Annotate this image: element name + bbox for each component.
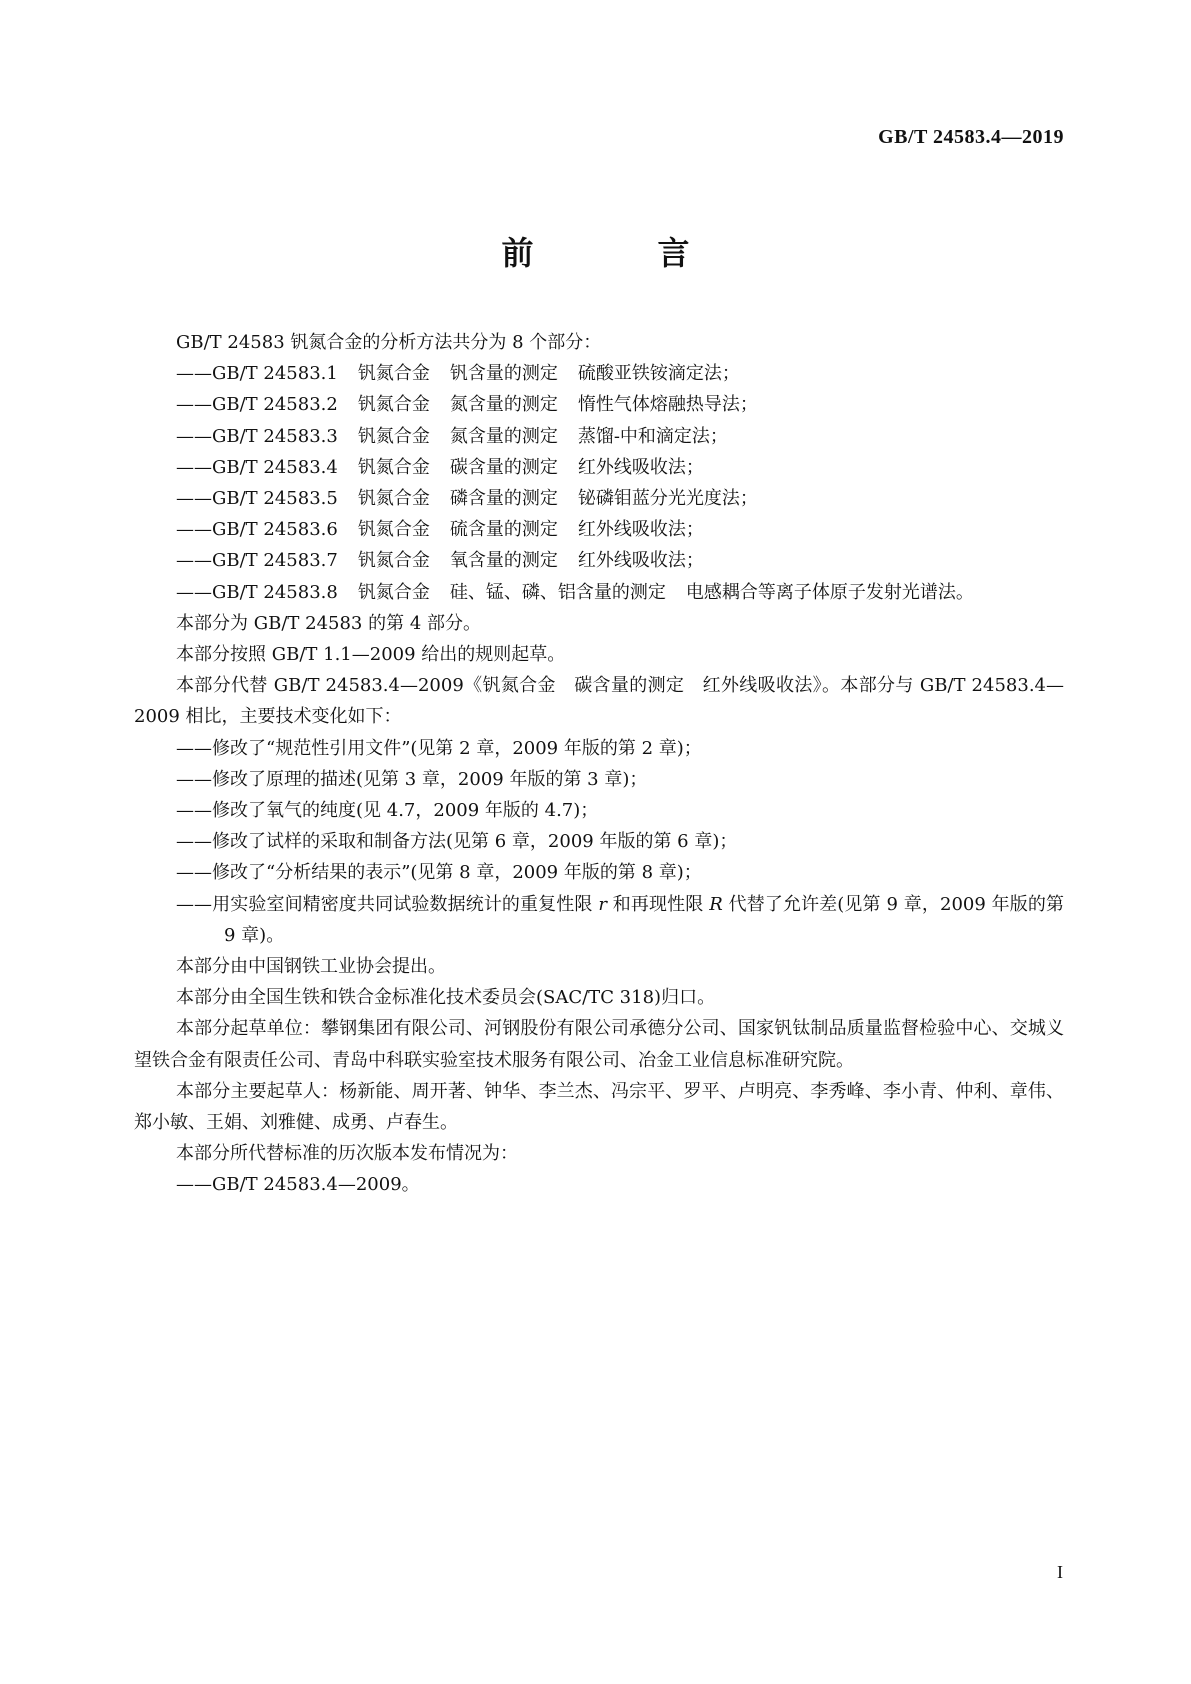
list-item: ——GB/T 24583.2 钒氮合金 氮含量的测定 惰性气体熔融热导法； xyxy=(176,394,758,416)
list-item: ——修改了“分析结果的表示”(见第 8 章，2009 年版的第 8 章)； xyxy=(176,862,702,884)
drafters-paragraph: 本部分主要起草人：杨新能、周开著、钟华、李兰杰、冯宗平、罗平、卢明亮、李秀峰、李小青、仲利、章伟、郑小敏、王娟、刘雅健、成勇、卢春生。 xyxy=(134,1080,1064,1134)
list-item: ——用实验室间精密度共同试验数据统计的重复性限 r 和再现性限 R 代替了允许差(见第 9 章，2009 年版的第 9 章)。 xyxy=(176,893,1064,946)
parts-list xyxy=(134,358,1064,608)
page-number: I xyxy=(1057,1562,1063,1582)
list-item: ——GB/T 24583.5 钒氮合金 磷含量的测定 铋磷钼蓝分光光度法； xyxy=(176,488,758,510)
list-item: ——修改了原理的描述(见第 3 章，2009 年版的第 3 章)； xyxy=(176,768,648,790)
list-item: ——修改了试样的采取和制备方法(见第 6 章，2009 年版的第 6 章)； xyxy=(176,831,738,853)
intro-paragraph: GB/T 24583 钒氮合金的分析方法共分为 8 个部分： xyxy=(176,332,602,353)
list-item: ——修改了“规范性引用文件”(见第 2 章，2009 年版的第 2 章)； xyxy=(176,737,702,759)
standard-code: GB/T 24583.4—2019 xyxy=(878,126,1064,148)
changes-list xyxy=(134,733,1064,951)
history-paragraph: 本部分所代替标准的历次版本发布情况为： xyxy=(176,1143,518,1165)
proposed-paragraph: 本部分由中国钢铁工业协会提出。 xyxy=(176,956,446,978)
list-item: ——GB/T 24583.8 钒氮合金 硅、锰、磷、铝含量的测定 电感耦合等离子体原子发射光谱法。 xyxy=(176,581,974,603)
part-paragraph: 本部分为 GB/T 24583 的第 4 部分。 xyxy=(176,612,481,634)
list-item: ——GB/T 24583.3 钒氮合金 氮含量的测定 蒸馏-中和滴定法； xyxy=(176,425,728,447)
list-item: ——GB/T 24583.6 钒氮合金 硫含量的测定 红外线吸收法； xyxy=(176,519,704,541)
list-item: ——GB/T 24583.4 钒氮合金 碳含量的测定 红外线吸收法； xyxy=(176,456,704,478)
page-title: 前 言 xyxy=(501,234,736,272)
list-item: ——GB/T 24583.4—2009。 xyxy=(176,1174,420,1196)
drafting-units-paragraph: 本部分起草单位：攀钢集团有限公司、河钢股份有限公司承德分公司、国家钒钛制品质量监督检验中心、交城义望铁合金有限责任公司、青岛中科联实验室技术服务有限公司、冶金工业信息标准研究院。 xyxy=(134,1018,1064,1071)
managed-paragraph: 本部分由全国生铁和铁合金标准化技术委员会(SAC/TC 318)归口。 xyxy=(176,987,716,1009)
replace-paragraph: 本部分代替 GB/T 24583.4—2009《钒氮合金 碳含量的测定 红外线吸收法》。本部分与 GB/T 24583.4—2009 相比，主要技术变化如下： xyxy=(134,675,1064,728)
list-item: ——修改了氧气的纯度(见 4.7，2009 年版的 4.7)； xyxy=(176,800,599,822)
foreword-body xyxy=(134,327,1064,1201)
list-item: ——GB/T 24583.1 钒氮合金 钒含量的测定 硫酸亚铁铵滴定法； xyxy=(176,363,740,385)
list-item: ——GB/T 24583.7 钒氮合金 氧含量的测定 红外线吸收法； xyxy=(176,550,704,572)
rules-paragraph: 本部分按照 GB/T 1.1—2009 给出的规则起草。 xyxy=(176,644,566,666)
